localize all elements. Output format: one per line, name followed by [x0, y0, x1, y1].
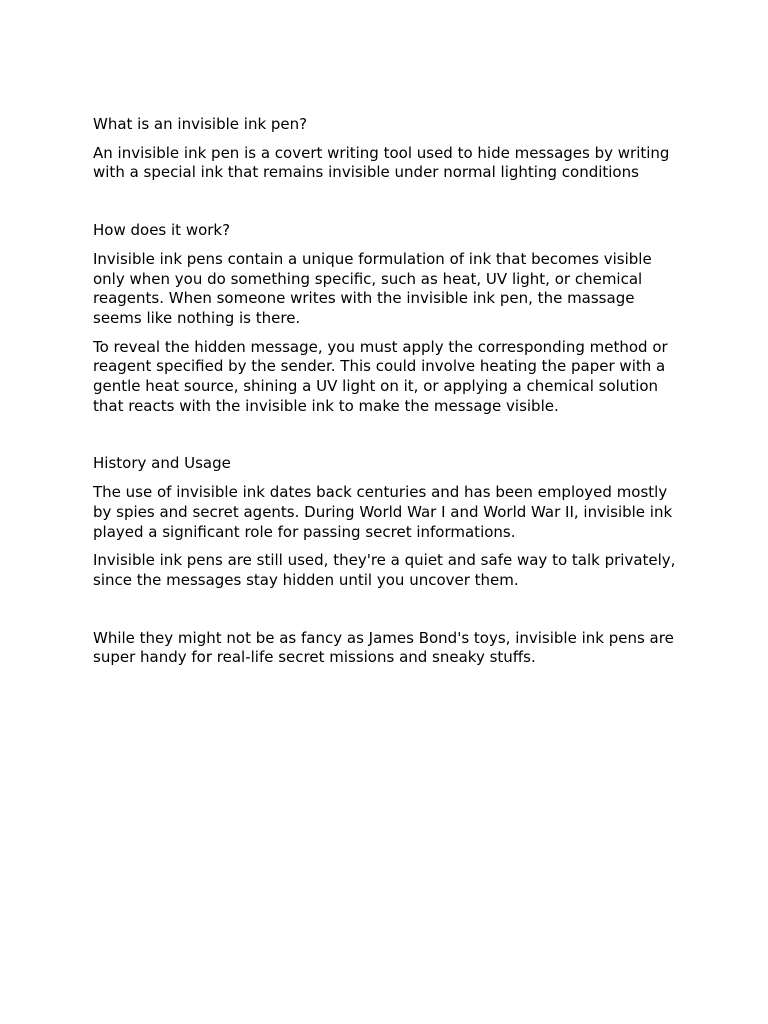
paragraph-modern-use: Invisible ink pens are still used, they're a quiet and safe way to talk privately, since the messages stay hidden until you uncover them.	[93, 551, 676, 589]
paragraph-reveal: To reveal the hidden message, you must apply the corresponding method or reagent specified by the sender. This could involve heating the paper with a gentle heat source, shining a UV light on it, or applying a chemical solution that reacts with the invisible ink to make the message visible.	[93, 337, 668, 415]
section-heading-how-it-works: How does it work?	[93, 221, 231, 240]
section-spacer	[93, 425, 683, 454]
document-page	[93, 115, 683, 677]
section-spacer	[93, 600, 683, 629]
section-spacer	[93, 192, 683, 221]
paragraph-formulation: Invisible ink pens contain a unique formulation of ink that becomes visible only when you do something specific, such as heat, UV light, or chemical reagents. When someone writes with the invisible ink pen, the massage seems like nothing is there.	[93, 249, 652, 327]
paragraph-definition: An invisible ink pen is a covert writing tool used to hide messages by writing with a special ink that remains invisible under normal lighting conditions	[93, 143, 670, 182]
section-heading-history: History and Usage	[93, 454, 231, 473]
paragraph-conclusion: While they might not be as fancy as James Bond's toys, invisible ink pens are super handy for real-life secret missions and sneaky stuffs.	[93, 628, 674, 667]
section-heading-what-is: What is an invisible ink pen?	[93, 115, 308, 133]
paragraph-history: The use of invisible ink dates back centuries and has been employed mostly by spies and secret agents. During World War I and World War II, invisible ink played a significant role for passing secret informations.	[93, 483, 673, 541]
